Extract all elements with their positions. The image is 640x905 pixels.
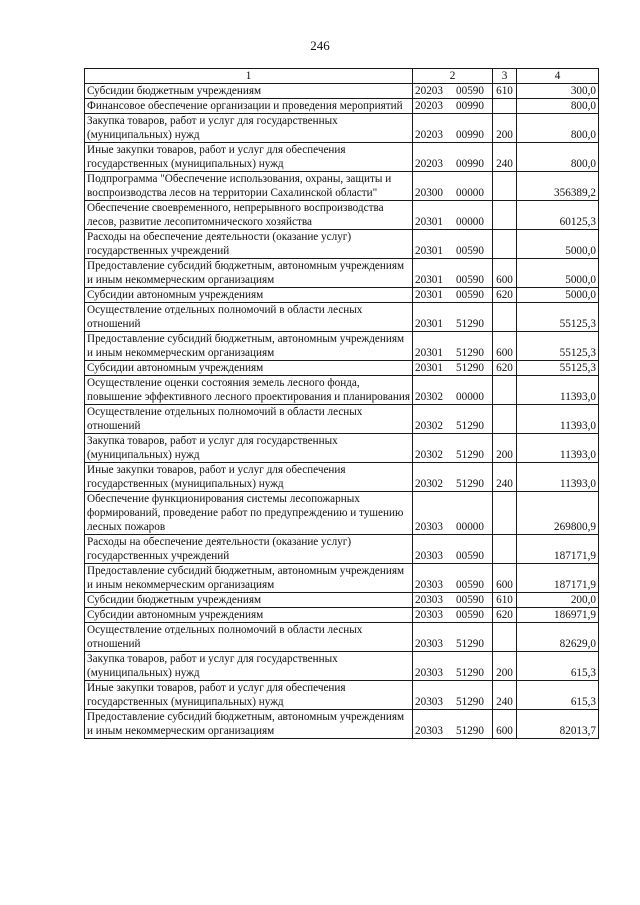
row-amount: 200,0: [517, 593, 599, 608]
row-amount: 800,0: [517, 99, 599, 114]
code-part-b: 00990: [456, 129, 484, 141]
code-part-a: 20303: [415, 696, 443, 708]
row-name: Обеспечение функционирования системы лесопожарных формирований, проведение работ по предупреждению и тушению лесных пожаров: [85, 492, 413, 535]
row-expense-type: 620: [493, 608, 517, 623]
row-amount: 615,3: [517, 681, 599, 710]
table-row: [85, 405, 599, 434]
table-row: [85, 681, 599, 710]
header-col-1: 1: [85, 69, 413, 84]
code-part-a: 20203: [415, 158, 443, 170]
row-name: Осуществление отдельных полномочий в области лесных отношений: [85, 303, 413, 332]
code-part-b: 00990: [456, 158, 484, 170]
table-row: [85, 564, 599, 593]
table-row: [85, 143, 599, 172]
code-part-b: 51290: [456, 362, 484, 374]
code-part-a: 20300: [415, 187, 443, 199]
row-name: Иные закупки товаров, работ и услуг для обеспечения государственных (муниципальных) нужд: [85, 681, 413, 710]
row-name: Предоставление субсидий бюджетным, автономным учреждениям и иным некоммерческим организациям: [85, 710, 413, 739]
row-expense-type: 620: [493, 288, 517, 303]
row-code: [413, 681, 493, 710]
table-row: [85, 230, 599, 259]
row-expense-type: [493, 623, 517, 652]
row-code: [413, 259, 493, 288]
code-part-b: 51290: [456, 696, 484, 708]
row-expense-type: 240: [493, 143, 517, 172]
row-amount: 11393,0: [517, 434, 599, 463]
table-row: [85, 172, 599, 201]
row-code: [413, 288, 493, 303]
row-expense-type: [493, 376, 517, 405]
row-amount: 356389,2: [517, 172, 599, 201]
row-code: [413, 564, 493, 593]
code-part-a: 20303: [415, 550, 443, 562]
row-amount: 186971,9: [517, 608, 599, 623]
row-code: [413, 361, 493, 376]
row-code: [413, 114, 493, 143]
row-code: [413, 623, 493, 652]
row-code: [413, 84, 493, 99]
table-row: [85, 259, 599, 288]
table-row: [85, 332, 599, 361]
row-expense-type: 600: [493, 332, 517, 361]
table-row: [85, 288, 599, 303]
row-code: [413, 652, 493, 681]
code-part-b: 00590: [456, 609, 484, 621]
code-part-b: 51290: [456, 449, 484, 461]
table-row: [85, 710, 599, 739]
row-code: [413, 405, 493, 434]
row-name: Предоставление субсидий бюджетным, автономным учреждениям и иным некоммерческим организациям: [85, 259, 413, 288]
row-amount: 5000,0: [517, 230, 599, 259]
table-row: [85, 361, 599, 376]
row-code: [413, 99, 493, 114]
row-code: [413, 434, 493, 463]
table-row: [85, 303, 599, 332]
code-part-a: 20303: [415, 609, 443, 621]
table-row: [85, 201, 599, 230]
row-amount: 82629,0: [517, 623, 599, 652]
table-row: [85, 434, 599, 463]
budget-table: [84, 68, 599, 739]
row-expense-type: 240: [493, 681, 517, 710]
table-row: [85, 463, 599, 492]
table-row: [85, 535, 599, 564]
row-expense-type: [493, 201, 517, 230]
row-expense-type: 240: [493, 463, 517, 492]
code-part-b: 00000: [456, 391, 484, 403]
code-part-b: 00590: [456, 579, 484, 591]
row-amount: 60125,3: [517, 201, 599, 230]
row-amount: 55125,3: [517, 361, 599, 376]
row-expense-type: 620: [493, 361, 517, 376]
code-part-a: 20303: [415, 725, 443, 737]
row-amount: 187171,9: [517, 535, 599, 564]
row-name: Иные закупки товаров, работ и услуг для обеспечения государственных (муниципальных) нужд: [85, 143, 413, 172]
row-name: Закупка товаров, работ и услуг для государственных (муниципальных) нужд: [85, 652, 413, 681]
row-name: Финансовое обеспечение организации и проведения мероприятий: [85, 99, 413, 114]
row-amount: 82013,7: [517, 710, 599, 739]
row-expense-type: 600: [493, 564, 517, 593]
code-part-a: 20301: [415, 362, 443, 374]
row-code: [413, 303, 493, 332]
code-part-b: 00590: [456, 245, 484, 257]
row-code: [413, 230, 493, 259]
code-part-a: 20301: [415, 274, 443, 286]
row-code: [413, 608, 493, 623]
row-expense-type: [493, 230, 517, 259]
code-part-b: 00990: [456, 100, 484, 112]
code-part-b: 00590: [456, 594, 484, 606]
row-code: [413, 201, 493, 230]
code-part-a: 20301: [415, 318, 443, 330]
code-part-b: 51290: [456, 347, 484, 359]
code-part-a: 20203: [415, 85, 443, 97]
row-amount: 300,0: [517, 84, 599, 99]
row-expense-type: [493, 303, 517, 332]
row-amount: 11393,0: [517, 376, 599, 405]
code-part-b: 00000: [456, 216, 484, 228]
row-name: Предоставление субсидий бюджетным, автономным учреждениям и иным некоммерческим организациям: [85, 564, 413, 593]
code-part-a: 20301: [415, 347, 443, 359]
row-name: Подпрограмма "Обеспечение использования, охраны, защиты и воспроизводства лесов на территории Сахалинской области": [85, 172, 413, 201]
row-code: [413, 535, 493, 564]
row-amount: 800,0: [517, 114, 599, 143]
row-expense-type: [493, 172, 517, 201]
row-expense-type: [493, 535, 517, 564]
code-part-a: 20303: [415, 579, 443, 591]
code-part-a: 20301: [415, 216, 443, 228]
code-part-b: 51290: [456, 318, 484, 330]
table-row: [85, 114, 599, 143]
row-code: [413, 492, 493, 535]
row-amount: 800,0: [517, 143, 599, 172]
table-row: [85, 84, 599, 99]
code-part-a: 20303: [415, 667, 443, 679]
row-code: [413, 172, 493, 201]
code-part-b: 00000: [456, 187, 484, 199]
row-name: Осуществление отдельных полномочий в области лесных отношений: [85, 405, 413, 434]
row-expense-type: 600: [493, 710, 517, 739]
code-part-a: 20302: [415, 391, 443, 403]
code-part-b: 00590: [456, 550, 484, 562]
row-expense-type: 610: [493, 84, 517, 99]
code-part-b: 51290: [456, 667, 484, 679]
row-name: Субсидии автономным учреждениям: [85, 361, 413, 376]
table-row: [85, 99, 599, 114]
row-amount: 269800,9: [517, 492, 599, 535]
table-row: [85, 593, 599, 608]
row-name: Субсидии автономным учреждениям: [85, 288, 413, 303]
code-part-a: 20301: [415, 245, 443, 257]
header-col-4: 4: [517, 69, 599, 84]
row-name: Обеспечение своевременного, непрерывного воспроизводства лесов, развитие лесопитомнического хозяйства: [85, 201, 413, 230]
table-row: [85, 608, 599, 623]
row-code: [413, 376, 493, 405]
code-part-a: 20301: [415, 289, 443, 301]
row-name: Субсидии автономным учреждениям: [85, 608, 413, 623]
row-expense-type: 200: [493, 652, 517, 681]
table-row: [85, 492, 599, 535]
code-part-b: 51290: [456, 725, 484, 737]
row-name: Субсидии бюджетным учреждениям: [85, 593, 413, 608]
code-part-b: 00590: [456, 274, 484, 286]
row-expense-type: 610: [493, 593, 517, 608]
row-name: Закупка товаров, работ и услуг для государственных (муниципальных) нужд: [85, 114, 413, 143]
code-part-b: 00000: [456, 521, 484, 533]
row-expense-type: [493, 492, 517, 535]
code-part-a: 20303: [415, 521, 443, 533]
row-amount: 5000,0: [517, 288, 599, 303]
row-name: Иные закупки товаров, работ и услуг для обеспечения государственных (муниципальных) нужд: [85, 463, 413, 492]
row-name: Расходы на обеспечение деятельности (оказание услуг) государственных учреждений: [85, 230, 413, 259]
code-part-a: 20302: [415, 478, 443, 490]
header-row: [85, 69, 599, 84]
table-row: [85, 623, 599, 652]
code-part-a: 20303: [415, 638, 443, 650]
row-code: [413, 710, 493, 739]
row-name: Субсидии бюджетным учреждениям: [85, 84, 413, 99]
row-name: Осуществление отдельных полномочий в области лесных отношений: [85, 623, 413, 652]
row-expense-type: 200: [493, 434, 517, 463]
row-amount: 55125,3: [517, 332, 599, 361]
row-name: Предоставление субсидий бюджетным, автономным учреждениям и иным некоммерческим организациям: [85, 332, 413, 361]
code-part-b: 00590: [456, 289, 484, 301]
row-code: [413, 463, 493, 492]
page-number: 246: [310, 38, 330, 53]
row-expense-type: 200: [493, 114, 517, 143]
code-part-a: 20203: [415, 100, 443, 112]
row-code: [413, 332, 493, 361]
code-part-a: 20203: [415, 129, 443, 141]
row-expense-type: [493, 99, 517, 114]
row-name: Закупка товаров, работ и услуг для государственных (муниципальных) нужд: [85, 434, 413, 463]
row-expense-type: [493, 405, 517, 434]
row-amount: 55125,3: [517, 303, 599, 332]
row-code: [413, 143, 493, 172]
row-expense-type: 600: [493, 259, 517, 288]
row-amount: 187171,9: [517, 564, 599, 593]
code-part-b: 51290: [456, 478, 484, 490]
header-col-3: 3: [493, 69, 517, 84]
table-row: [85, 376, 599, 405]
row-amount: 11393,0: [517, 463, 599, 492]
code-part-a: 20303: [415, 594, 443, 606]
row-amount: 5000,0: [517, 259, 599, 288]
code-part-a: 20302: [415, 420, 443, 432]
row-code: [413, 593, 493, 608]
row-name: Расходы на обеспечение деятельности (оказание услуг) государственных учреждений: [85, 535, 413, 564]
row-amount: 615,3: [517, 652, 599, 681]
row-name: Осуществление оценки состояния земель лесного фонда, повышение эффективного лесного проектирования и планирования: [85, 376, 413, 405]
code-part-b: 51290: [456, 420, 484, 432]
row-amount: 11393,0: [517, 405, 599, 434]
code-part-a: 20302: [415, 449, 443, 461]
code-part-b: 51290: [456, 638, 484, 650]
table-row: [85, 652, 599, 681]
header-col-2: 2: [413, 69, 493, 84]
code-part-b: 00590: [456, 85, 484, 97]
